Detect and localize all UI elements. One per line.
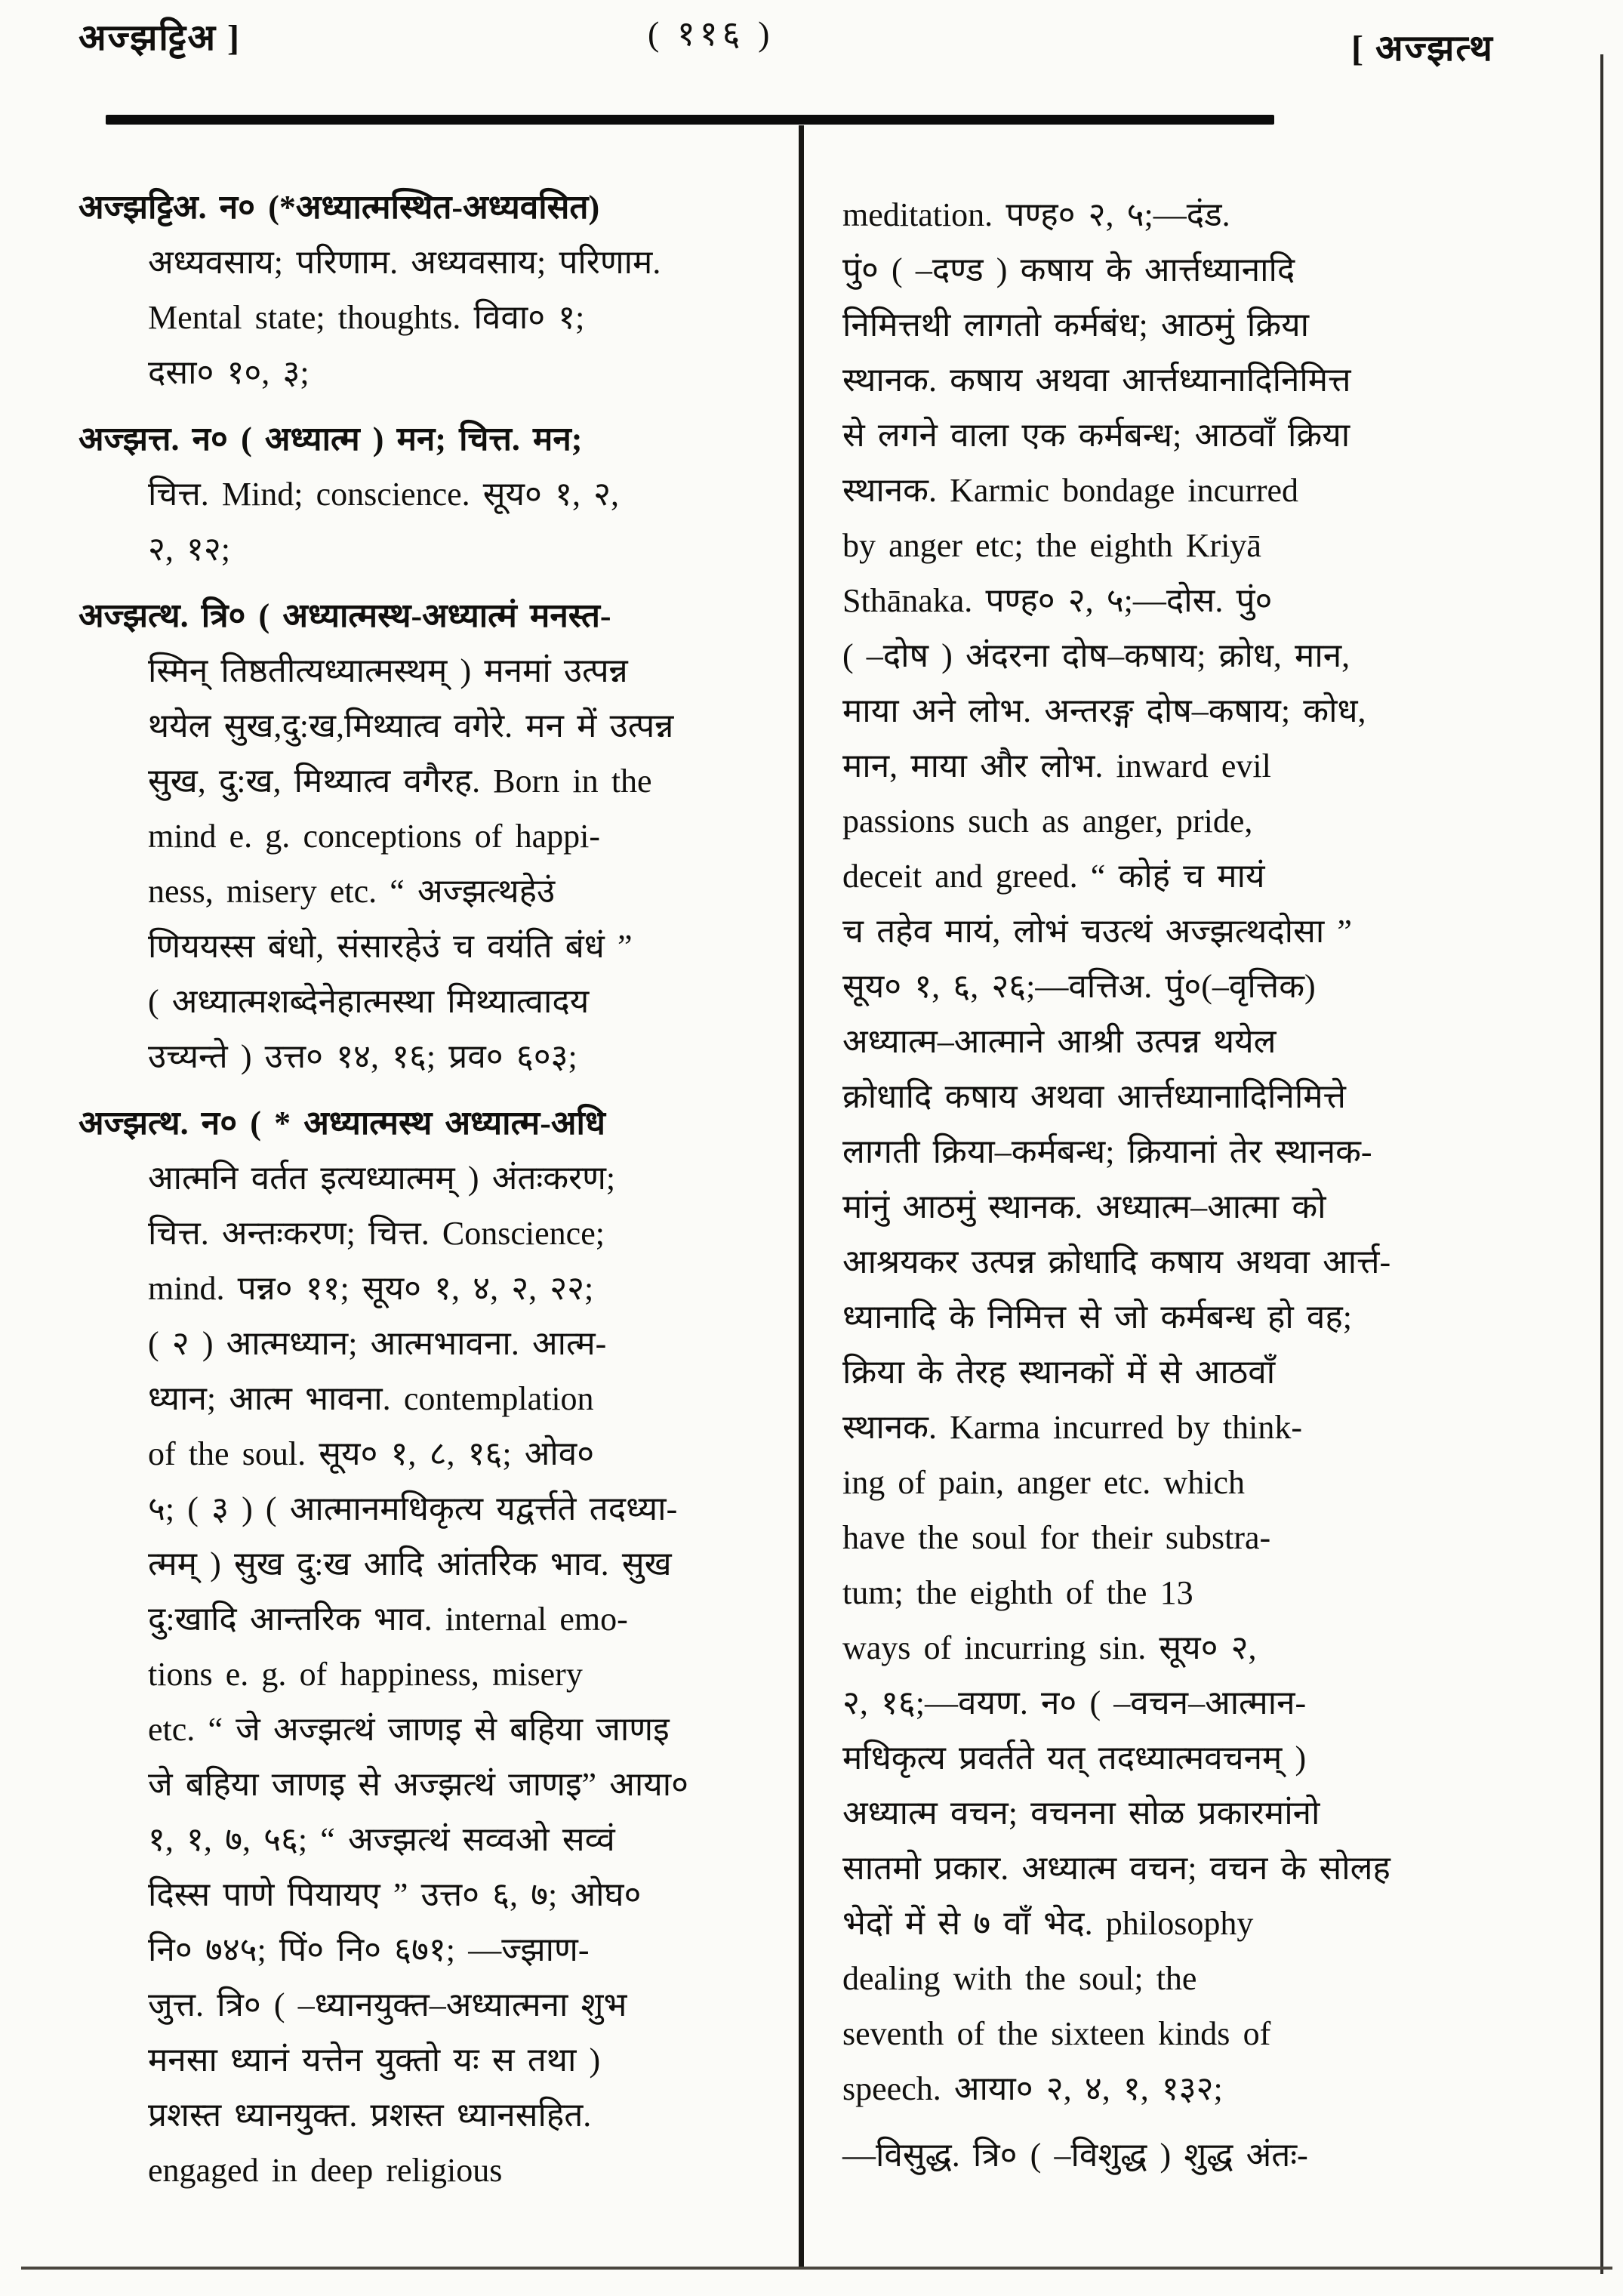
text-line: सूय० १, ६, २६;—वत्तिअ. पुं०(–वृत्तिक): [842, 968, 1316, 1005]
text-line: स्थानक. कषाय अथवा आर्त्तध्यानादिनिमित्त: [842, 362, 1351, 399]
text-line: पुं० ( –दण्ड ) कषाय के आर्त्तध्यानादि: [842, 251, 1295, 288]
entry-paragraph: [79, 588, 797, 1084]
text-line: अध्यवसाय; परिणाम. अध्यवसाय; परिणाम.: [148, 244, 661, 281]
text-line: अज्झत्थ. त्रि० ( अध्यात्मस्थ-अध्यात्मं मनस्त-: [79, 597, 611, 634]
text-line: ( अध्यात्मशब्देनेहात्मस्था मिथ्यात्वादय: [148, 983, 590, 1020]
text-line: सातमो प्रकार. अध्यात्म वचन; वचन के सोलह: [842, 1850, 1390, 1887]
text-line: ध्यानादि के निमित्त से जो कर्मबन्ध हो वह;: [842, 1299, 1352, 1336]
text-line: ( –दोष ) अंदरना दोष–कषाय; क्रोध, मान,: [842, 637, 1350, 674]
text-line: थयेल सुख,दु:ख,मिथ्यात्व वगेरे. मन में उत्पन्न: [148, 707, 674, 744]
entry-paragraph: [79, 180, 797, 400]
text-line: दु:खादि आन्तरिक भाव. internal emo-: [148, 1601, 628, 1638]
text-line: of the soul. सूय० १, ८, १६; ओव०: [148, 1435, 595, 1472]
text-line: से लगने वाला एक कर्मबन्ध; आठवाँ क्रिया: [842, 417, 1350, 454]
text-line: ways of incurring sin. सूय० २,: [842, 1629, 1257, 1666]
text-line: ness, misery etc. “ अज्झत्थहेउं: [148, 873, 556, 910]
text-line: अज्झट्टिअ. न० (*अध्यात्मस्थित-अध्यवसित): [79, 189, 600, 226]
page-edge-line: [1600, 54, 1603, 2274]
entry-paragraph: [842, 187, 1582, 2116]
text-line: मनसा ध्यानं यत्तेन युक्तो यः स तथा ): [148, 2042, 601, 2079]
text-line: स्थानक. Karma incurred by think-: [842, 1409, 1303, 1446]
page-number: ( ११६ ): [648, 14, 775, 53]
text-line: tum; the eighth of the 13: [842, 1574, 1193, 1611]
text-line: Mental state; thoughts. विवा० १;: [148, 299, 585, 336]
text-line: क्रिया के तेरह स्थानकों में से आठवाँ: [842, 1354, 1276, 1391]
entry-paragraph: [842, 2128, 1582, 2183]
text-line: मांनुं आठमुं स्थानक. अध्यात्म–आत्मा को: [842, 1188, 1326, 1225]
text-line: ( २ ) आत्मध्यान; आत्मभावना. आत्म-: [148, 1325, 607, 1362]
text-line: meditation. पण्ह० २, ५;—दंड.: [842, 196, 1230, 233]
column-divider-line: [799, 125, 804, 2268]
text-line: आश्रयकर उत्पन्न क्रोधादि कषाय अथवा आर्त्त-: [842, 1244, 1391, 1281]
text-line: deceit and greed. “ कोहं च मायं: [842, 858, 1265, 895]
text-line: Sthānaka. पण्ह० २, ५;—दोस. पुं०: [842, 582, 1273, 619]
text-line: जुत्त. त्रि० ( –ध्यानयुक्त–अध्यात्मना शुभ: [148, 1986, 627, 2023]
text-line: चित्त. अन्तःकरण; चित्त. Conscience;: [148, 1215, 605, 1252]
right-column: [842, 187, 1582, 2194]
text-line: निमित्तथी लागतो कर्मबंध; आठमुं क्रिया: [842, 307, 1310, 344]
footer-rule: [21, 2267, 1612, 2270]
text-line: ध्यान; आत्म भावना. contemplation: [148, 1380, 594, 1417]
text-line: लागती क्रिया–कर्मबन्ध; क्रियानां तेर स्थानक-: [842, 1133, 1372, 1170]
text-line: १, १, ७, ५६; “ अज्झत्थं सव्वओ सव्वं: [148, 1821, 615, 1858]
text-line: ing of pain, anger etc. which: [842, 1464, 1245, 1501]
text-line: चित्त. Mind; conscience. सूय० १, २,: [148, 476, 620, 513]
text-line: मधिकृत्य प्रवर्तते यत् तदध्यात्मवचनम् ): [842, 1740, 1307, 1777]
text-line: २, १६;—वयण. न० ( –वचन–आत्मान-: [842, 1684, 1307, 1721]
text-line: स्थानक. Karmic bondage incurred: [842, 472, 1299, 509]
text-line: मान, माया और लोभ. inward evil: [842, 747, 1271, 784]
text-line: अज्झत्थ. न० ( * अध्यात्मस्थ अध्यात्म-अधि: [79, 1105, 605, 1142]
text-line: have the soul for their substra-: [842, 1519, 1271, 1556]
text-line: mind. पन्न० ११; सूय० १, ४, २, २२;: [148, 1270, 594, 1307]
text-line: ५; ( ३ ) ( आत्मानमधिकृत्य यद्वर्त्तते तदध्या-: [148, 1490, 678, 1527]
text-line: अध्यात्म वचन; वचनना सोळ प्रकारमांनो: [842, 1795, 1320, 1832]
text-line: dealing with the soul; the: [842, 1960, 1197, 1997]
header-rule: [106, 115, 1274, 125]
text-line: seventh of the sixteen kinds of: [842, 2015, 1271, 2052]
text-line: भेदों में से ७ वाँ भेद. philosophy: [842, 1905, 1254, 1942]
text-line: स्मिन् तिष्ठतीत्यध्यात्मस्थम् ) मनमां उत्पन्न: [148, 652, 628, 689]
text-line: णिययस्स बंधो, संसारहेउं च वयंति बंधं ”: [148, 928, 633, 965]
text-line: क्रोधादि कषाय अथवा आर्त्तध्यानादिनिमित्ते: [842, 1078, 1346, 1115]
text-line: by anger etc; the eighth Kriyā: [842, 527, 1261, 564]
left-column: [79, 180, 797, 2209]
text-line: २, १२;: [148, 531, 231, 568]
text-line: आत्मनि वर्तत इत्यध्यात्मम् ) अंतःकरण;: [148, 1160, 616, 1197]
text-line: माया अने लोभ. अन्तरङ्ग दोष–कषाय; कोध,: [842, 692, 1366, 729]
text-line: mind e. g. conceptions of happi-: [148, 818, 600, 855]
header-catchword-right: [ अज्झत्थ: [1351, 29, 1494, 69]
text-line: च तहेव मायं, लोभं चउत्थं अज्झत्थदोसा ”: [842, 913, 1352, 950]
text-line: अध्यात्म–आत्माने आश्री उत्पन्न थयेल: [842, 1023, 1277, 1060]
text-line: नि० ७४५; पिं० नि० ६७१; —ज्झाण-: [148, 1931, 590, 1968]
text-line: सुख, दु:ख, मिथ्यात्व वगैरह. Born in the: [148, 763, 652, 800]
text-line: —विसुद्ध. त्रि० ( –विशुद्ध ) शुद्ध अंतः-: [842, 2137, 1308, 2174]
header-catchword-left: अज्झट्टिअ ]: [79, 18, 241, 58]
text-line: passions such as anger, pride,: [842, 803, 1253, 840]
text-line: etc. “ जे अज्झत्थं जाणइ से बहिया जाणइ: [148, 1711, 670, 1748]
text-line: दिस्स पाणे पियायए ” उत्त० ६, ७; ओघ०: [148, 1876, 642, 1913]
text-line: उच्यन्ते ) उत्त० १४, १६; प्रव० ६०३;: [148, 1038, 577, 1075]
text-line: दसा० १०, ३;: [148, 354, 310, 391]
text-line: speech. आया० २, ४, १, १३२;: [842, 2070, 1223, 2107]
entry-paragraph: [79, 1096, 797, 2198]
entry-paragraph: [79, 411, 797, 577]
text-line: engaged in deep religious: [148, 2152, 503, 2189]
text-line: जे बहिया जाणइ से अज्झत्थं जाणइ” आया०: [148, 1766, 689, 1803]
text-line: अज्झत्त. न० ( अध्यात्म ) मन; चित्त. मन;: [79, 421, 583, 458]
text-line: tions e. g. of happiness, misery: [148, 1656, 583, 1693]
text-line: त्मम् ) सुख दु:ख आदि आंतरिक भाव. सुख: [148, 1546, 672, 1583]
text-line: प्रशस्त ध्यानयुक्त. प्रशस्त ध्यानसहित.: [148, 2097, 592, 2134]
